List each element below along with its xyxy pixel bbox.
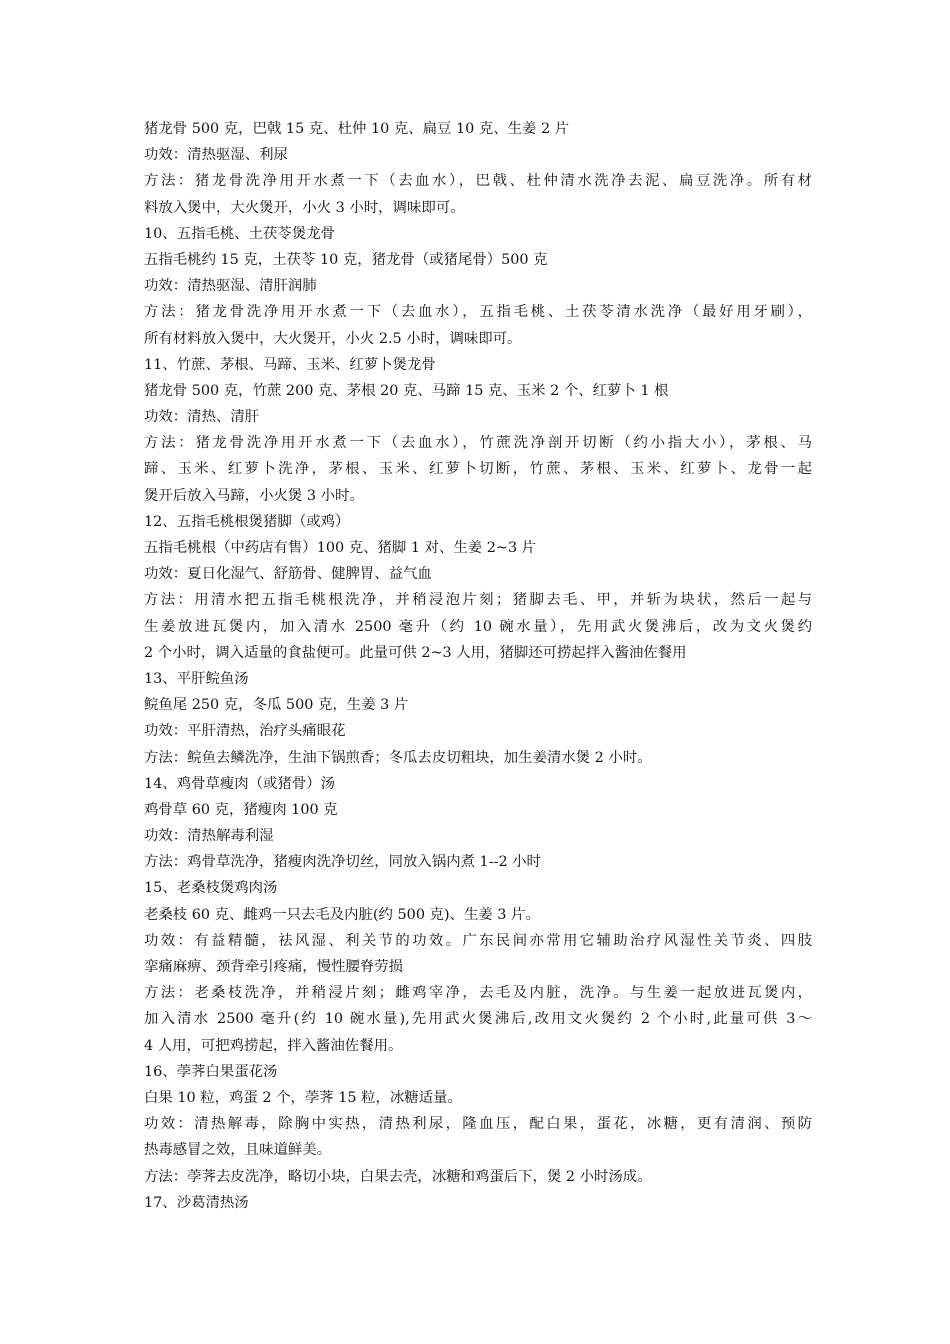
text-line: 功效：清热驱湿、利尿 <box>144 147 288 164</box>
text-line: 功效：清热解毒，除胸中实热，清热利尿，隆血压，配白果，蛋花，冰糖，更有清润、预防 <box>144 1116 812 1133</box>
text-line: 方法：荸荠去皮洗净，略切小块，白果去壳，冰糖和鸡蛋后下，煲 2 小时汤成。 <box>144 1168 652 1185</box>
text-line: 功效：清热解毒利湿 <box>144 828 274 845</box>
text-line: 方法：鸡骨草洗净，猪瘦肉洗净切丝，同放入锅内煮 1--2 小时 <box>144 854 541 871</box>
text-line: 挛痛麻痹、颈背牵引疼痛，慢性腰脊劳损 <box>144 959 404 975</box>
text-line: 功效：清热、清肝 <box>144 409 260 426</box>
document-page <box>144 116 812 1216</box>
text-line: 功效：有益精髓，祛风湿、利关节的功效。广东民间亦常用它辅助治疗风湿性关节炎、四肢 <box>144 932 812 949</box>
text-line: 13、平肝鲩鱼汤 <box>144 670 249 687</box>
text-line: 2 个小时，调入适量的食盐便可。此量可供 2~3 人用，猪脚还可捞起拌入酱油佐餐用 <box>144 644 687 661</box>
text-line: 煲开后放入马蹄，小火煲 3 小时。 <box>144 487 364 504</box>
text-line: 所有材料放入煲中，大火煲开，小火 2.5 小时，调味即可。 <box>144 330 522 347</box>
text-line: 功效：夏日化湿气、舒筋骨、健脾胃、益气血 <box>144 566 432 583</box>
text-line: 方法：用清水把五指毛桃根洗净，并稍浸泡片刻；猪脚去毛、甲，并斩为块状，然后一起与 <box>144 592 812 609</box>
text-line: 4 人用，可把鸡捞起，拌入酱油佐餐用。 <box>144 1037 403 1054</box>
text-line: 16、荸荠白果蛋花汤 <box>144 1063 278 1080</box>
text-line: 热毒感冒之效，且味道鲜美。 <box>144 1142 332 1159</box>
text-line: 料放入煲中，大火煲开，小火 3 小时，调味即可。 <box>144 199 465 216</box>
text-line: 鸡骨草 60 克，猪瘦肉 100 克 <box>144 801 338 818</box>
text-line: 15、老桑枝煲鸡肉汤 <box>144 880 278 897</box>
text-line: 12、五指毛桃根煲猪脚（或鸡） <box>144 513 350 530</box>
text-line: 方法：鲩鱼去鳞洗净，生油下锅煎香；冬瓜去皮切粗块，加生姜清水煲 2 小时。 <box>144 749 652 766</box>
text-line: 功效：平肝清热，治疗头痛眼花 <box>144 723 346 740</box>
text-line: 蹄、玉米、红萝卜洗净，茅根、玉米、红萝卜切断，竹蔗、茅根、玉米、红萝卜、龙骨一起 <box>144 461 812 478</box>
text-line: 方法：猪龙骨洗净用开水煮一下（去血水），巴戟、杜仲清水洗净去泥、扁豆洗净。所有材 <box>144 173 812 190</box>
text-line: 方法：猪龙骨洗净用开水煮一下（去血水），竹蔗洗净剖开切断（约小指大小），茅根、马 <box>144 435 812 452</box>
text-line: 17、沙葛清热汤 <box>144 1194 249 1211</box>
text-line: 白果 10 粒，鸡蛋 2 个，荸荠 15 粒，冰糖适量。 <box>144 1089 462 1106</box>
text-line: 功效：清热驱湿、清肝润肺 <box>144 278 317 295</box>
text-line: 方法：老桑枝洗净，并稍浸片刻；雌鸡宰净，去毛及内脏，洗净。与生姜一起放进瓦煲内， <box>144 985 812 1002</box>
text-line: 猪龙骨 500 克，竹蔗 200 克、茅根 20 克、马蹄 15 克、玉米 2 个、红萝卜 1 根 <box>144 382 669 399</box>
text-line: 10、五指毛桃、土茯苓煲龙骨 <box>144 225 335 242</box>
text-line: 方法：猪龙骨洗净用开水煮一下（去血水），五指毛桃、土茯苓清水洗净（最好用牙刷）， <box>144 304 812 321</box>
text-line: 鲩鱼尾 250 克，冬瓜 500 克，生姜 3 片 <box>144 697 409 714</box>
text-line: 生姜放进瓦煲内，加入清水 2500 毫升（约 10 碗水量），先用武火煲沸后，改为文火煲约 <box>144 618 812 635</box>
text-line: 加入清水 2500 毫升(约 10 碗水量),先用武火煲沸后,改用文火煲约 2 个小时,此量可供 3～ <box>144 1011 812 1028</box>
text-line: 老桑枝 60 克、雌鸡一只去毛及内脏(约 500 克)、生姜 3 片。 <box>144 906 540 923</box>
text-line: 五指毛桃根（中药店有售）100 克、猪脚 1 对、生姜 2~3 片 <box>144 540 537 556</box>
text-line: 猪龙骨 500 克，巴戟 15 克、杜仲 10 克、扁豆 10 克、生姜 2 片 <box>144 121 570 137</box>
text-line: 11、竹蔗、茅根、马蹄、玉米、红萝卜煲龙骨 <box>144 356 436 373</box>
text-line: 14、鸡骨草瘦肉（或猪骨）汤 <box>144 775 335 792</box>
text-line: 五指毛桃约 15 克，土茯苓 10 克，猪龙骨（或猪尾骨）500 克 <box>144 251 548 268</box>
